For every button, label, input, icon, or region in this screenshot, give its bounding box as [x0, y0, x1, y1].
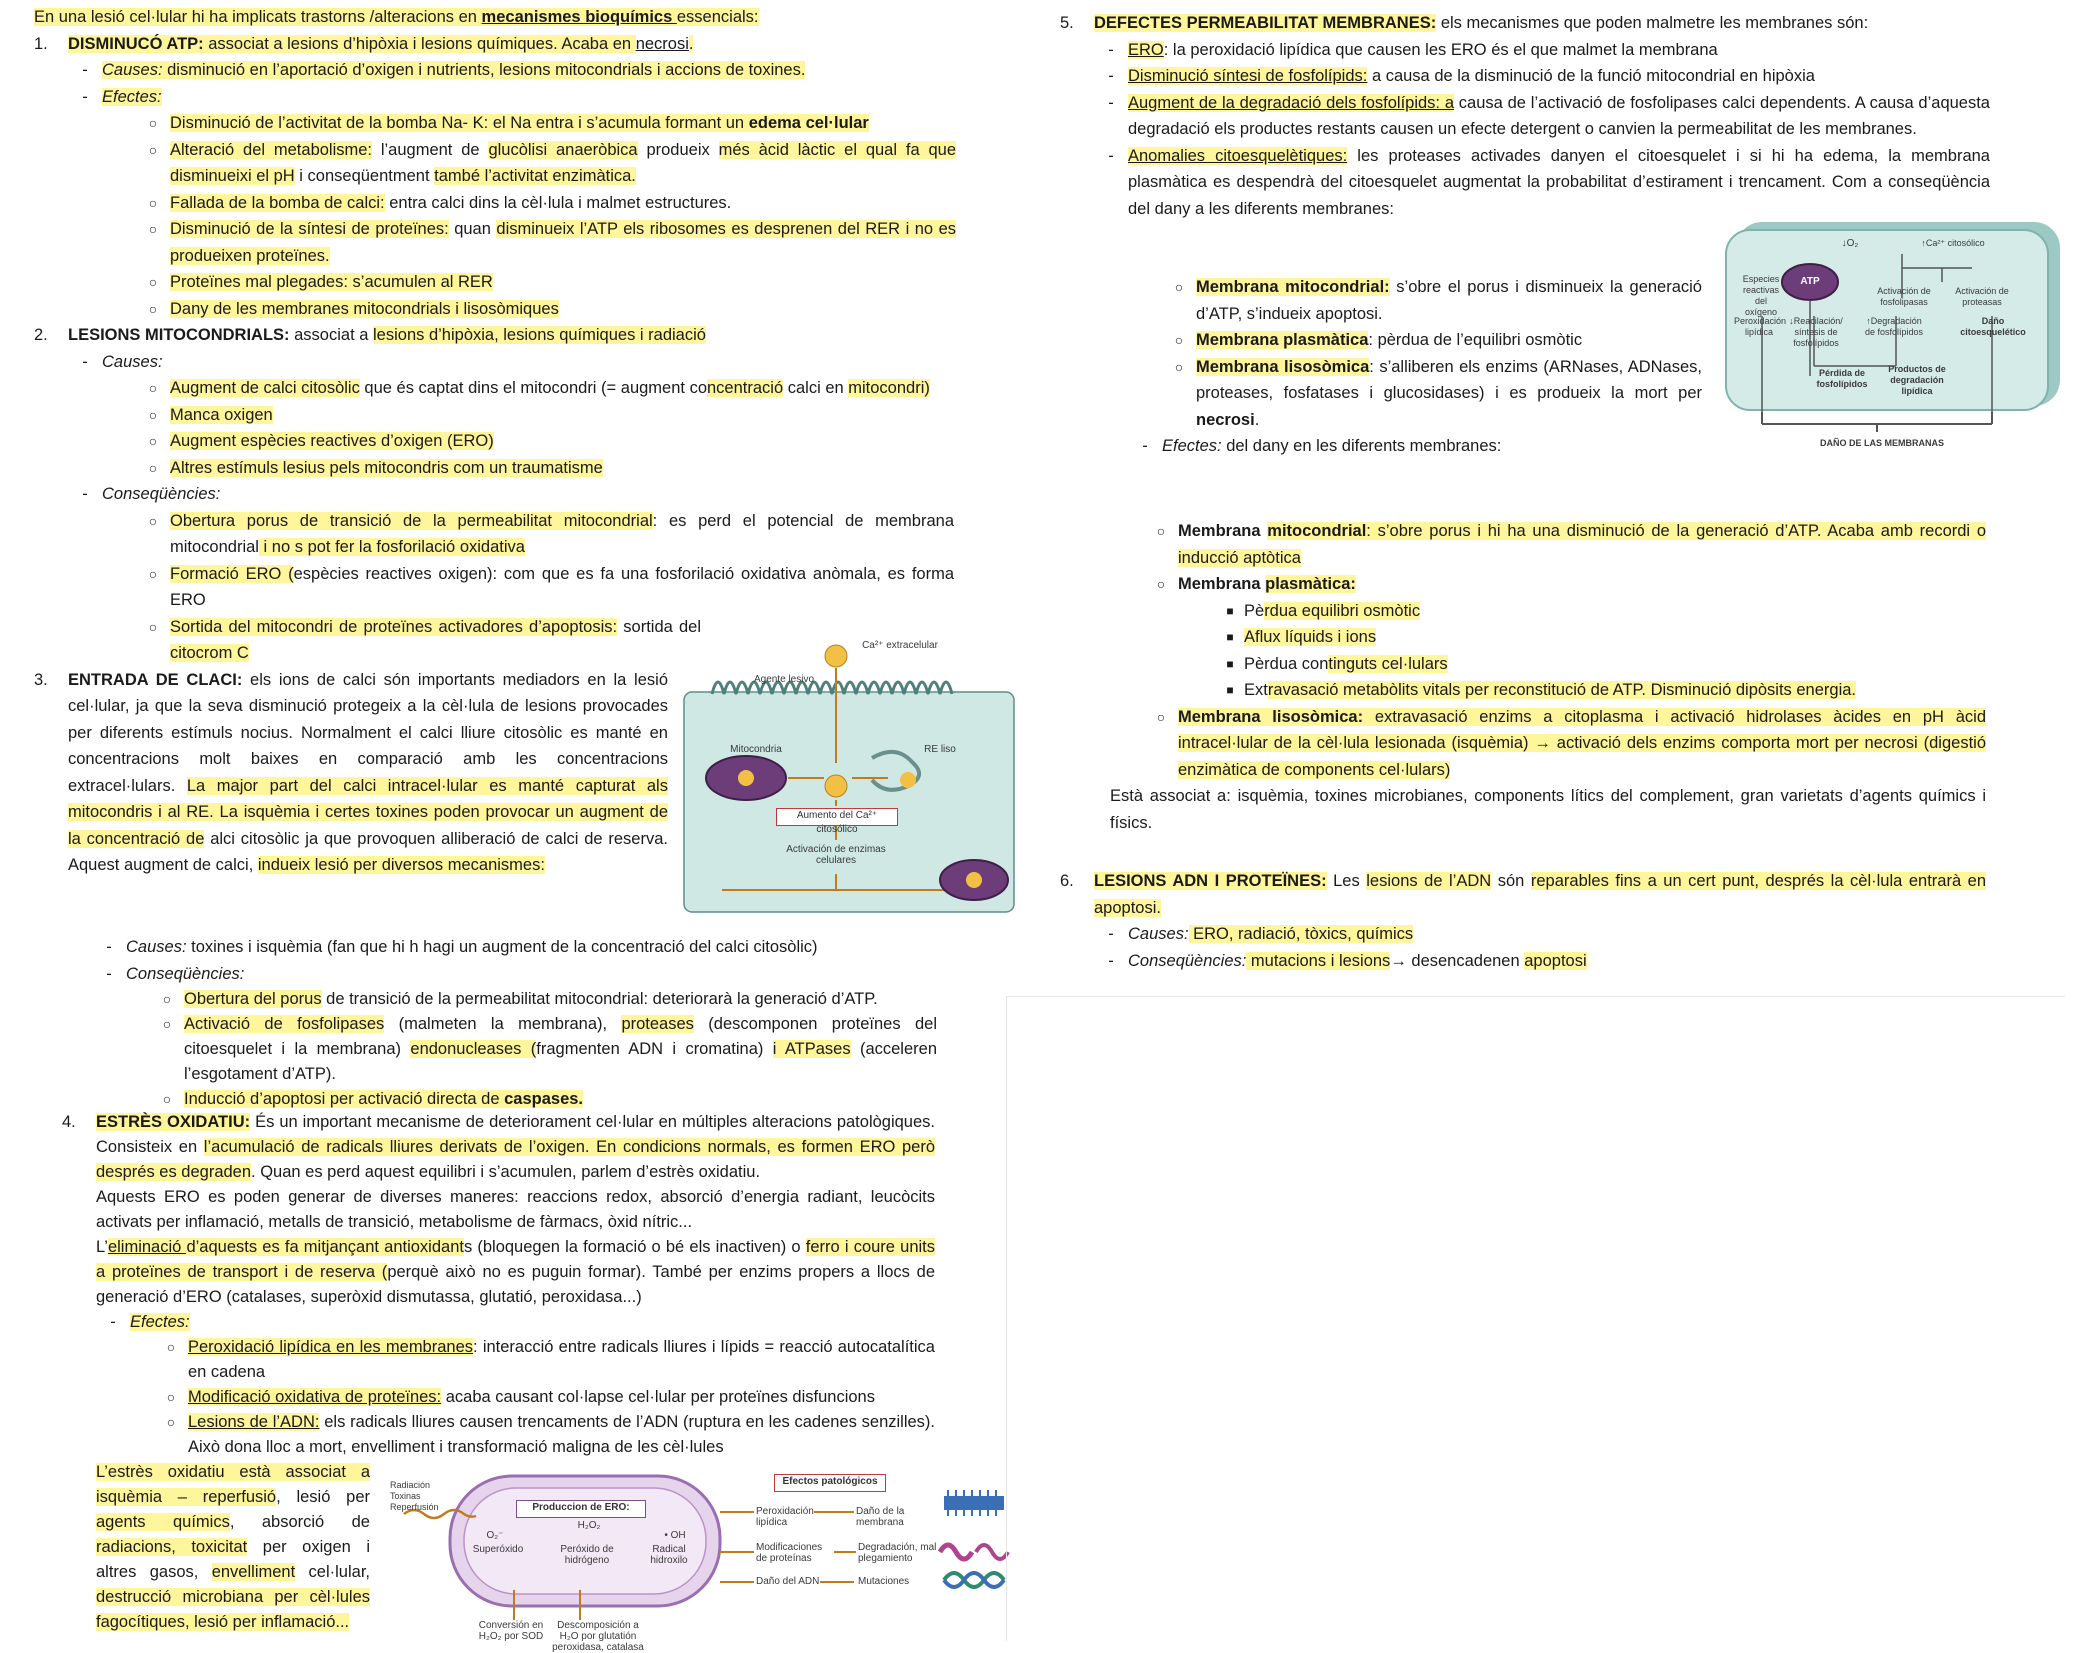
- s3-cons-list: [92, 987, 937, 1112]
- label-o2: ↓O₂: [1841, 238, 1859, 249]
- list-item: ■ Aflux líquids i ions: [1226, 628, 1377, 646]
- calcium-figure: [682, 628, 1016, 898]
- s4-paragraph-3: L’eliminació d’aquests es fa mitjançant antioxidants (bloquegen la formació o bé els inactiven) o ferro i coure units a proteïnes de transport i de reserva (perquè això no es puguin formar). També per enzims propers a llocs de generació d’ERO (catalases, superòxid dismutassa, glutatió, peroxidasa...): [96, 1238, 935, 1306]
- label-radical: Radical hidroxilo: [650, 1544, 688, 1566]
- s2-causes: - Causes:: [82, 352, 163, 371]
- list-item: ○ Membrana plasmàtica:: [1156, 575, 1356, 593]
- label-productos-degradacion: Productos de degradación lipídica: [1888, 364, 1946, 396]
- section-3-heading: 3. ENTRADA DE CLACI: els ions de calci són importants mediadors en la lesió cel·lular, ja que la seva disminució protegeix a la cèl·lula de lesions provocades per diferents estímuls nocius. Normalment el calci lliure citosòlic es manté en concentracions molt baixes en comparació amb les concentracions extracel·lulars. La major part del calci intracel·lular es manté capturat als mitocondris i al RE. La isquèmia i certes toxines poden provocar un augment de la concentració de alci citosòlic ja que provoquen alliberació de calci de reserva. Aquest augment de calci, indueix lesió per diversos mecanismes:: [34, 670, 668, 874]
- label-superoxide-symbol: O₂⁻: [486, 1530, 504, 1541]
- label-degradacion: Degradación, mal plegamiento: [858, 1542, 937, 1564]
- s5-associat: Està associat a: isquèmia, toxines microbianes, components lítics del complement, gran varietats d’agents químics i físics.: [1110, 787, 1986, 832]
- label-dano-membrana: Daño de la membrana: [856, 1506, 905, 1528]
- label-mutaciones: Mutaciones: [858, 1576, 910, 1587]
- label-modif-proteinas: Modificaciones de proteínas: [756, 1542, 823, 1564]
- list-item: ○ Alteració del metabolisme: l’augment de glucòlisi anaeròbica produeix més àcid làctic el qual fa que disminueixi el pH i conseqüentment també l’activitat enzimàtica.: [148, 140, 956, 185]
- list-item: ○ Disminució de l’activitat de la bomba Na- K: el Na entra i s’acumula formant un edema cel·lular: [148, 114, 869, 132]
- label-ca-extracellular: Ca²⁺ extracelular: [862, 640, 938, 651]
- section-4: [62, 1110, 935, 1460]
- list-item: ○ Augment espècies reactives d’oxigen (ERO): [148, 432, 494, 450]
- blank-panel: [1006, 996, 2065, 1641]
- list-item: ○ Fallada de la bomba de calci: entra calci dins la cèl·lula i malmet estructures.: [148, 193, 732, 212]
- label-peroxido: Peróxido de hidrógeno: [560, 1544, 614, 1566]
- list-item: ○ Lesions de l’ADN: els radicals lliures causen trencaments de l’ADN (ruptura en les cadenes senzilles). Això dona lloc a mort, envelliment i transformació maligna de les cèl·lules: [166, 1413, 935, 1456]
- s5-list-d4: [1060, 143, 1990, 223]
- membrane-damage-figure: [1722, 216, 2062, 456]
- list-item: - Anomalies citoesquelètiques: les proteases activades danyen el citoesquelet i si hi ha edema, la membrana plasmàtica es despendrà del citoesquelet augmentat la probabilitat d’estirament i trencament. Com a conseqüència del dany a les diferents membranes:: [1108, 146, 1990, 218]
- label-descomposicion: Descomposición a H₂O por glutatión peroxidasa, catalasa: [552, 1620, 644, 1653]
- label-re-liso: RE liso: [924, 744, 956, 755]
- label-ero-inputs: Radiación Toxinas Reperfusión: [390, 1480, 439, 1512]
- list-item: - Conseqüències: mutacions i lesions→ desencadenen apoptosi: [1108, 951, 1587, 970]
- section-5-heading: 5. DEFECTES PERMEABILITAT MEMBRANES: els mecanismes que poden malmetre les membranes són:: [1060, 14, 1869, 32]
- list-item: - Augment de la degradació dels fosfolípids: a causa de l’activació de fosfolipases calci dependents. A causa d’aquesta degradació els productes restants causen un efecte detergent o canvien la permeabilitat de les membranes.: [1108, 93, 1990, 138]
- label-reacilacion: ↓Reacilación/ síntesis de fosfolípidos: [1789, 316, 1843, 348]
- s4-paragraph-2: Aquests ERO es poden generar de diverses maneres: reaccions redox, absorció d’energia radiant, leucòcits activats per inflamació, metalls de transició, metabolisme de fàrmacs, òxid nítric...: [96, 1188, 935, 1231]
- list-item: ○ Membrana plasmàtica: pèrdua de l’equilibri osmòtic: [1174, 331, 1583, 349]
- list-item: ○ Activació de fosfolipases (malmeten la membrana), proteases (descomponen proteïnes del citoesquelet i la membrana) endonucleases (fragmenten ADN i cromatina) i ATPases (acceleren l’esgotament d’ATP).: [162, 1015, 937, 1083]
- label-dano-membranas: DAÑO DE LAS MEMBRANAS: [1819, 438, 1944, 448]
- list-item: ○ Membrana mitocondrial: s’obre porus i hi ha una disminució de la generació d’ATP. Acaba amb recordi o inducció aptòtica: [1156, 522, 1986, 567]
- s3-consequencies: - Conseqüències:: [106, 964, 245, 983]
- label-dano-citoesqueletico: Daño citoesquelético: [1960, 316, 2026, 337]
- label-act-proteasas: Activación de proteasas: [1955, 286, 2009, 307]
- list-item: ■ Pèrdua continguts cel·lulars: [1226, 654, 1448, 673]
- list-item: - Causes: ERO, radiació, tòxics, químics: [1108, 925, 1414, 943]
- list-item: ○ Obertura del porus de transició de la permeabilitat mitocondrial: deteriorarà la generació d’ATP.: [162, 990, 878, 1008]
- list-item: - Disminució síntesi de fosfolípids: a causa de la disminució de la funció mitocondrial en hipòxia: [1108, 67, 1815, 85]
- list-item: ○ Proteïnes mal plegades: s’acumulen al RER: [148, 273, 493, 291]
- s2-consequencies: - Conseqüències:: [82, 485, 221, 503]
- label-ca-citosolico: ↑Ca²⁺ citosólico: [1921, 238, 1985, 248]
- label-dano-adn: Daño del ADN: [756, 1576, 820, 1587]
- list-item: - ERO: la peroxidació lipídica que causen les ERO és el que malmet la membrana: [1108, 40, 1718, 59]
- list-item: ○ Inducció d’apoptosi per activació directa de caspases.: [162, 1090, 584, 1108]
- label-perox-lipidica: Peroxidación lipídica: [756, 1506, 814, 1528]
- s5-efectes: - Efectes: del dany en les diferents membranes:: [1142, 437, 1502, 455]
- right-column: [1060, 10, 1990, 222]
- label-perox-lipidica-fig: Peroxidación lipídica: [1734, 316, 1787, 337]
- ero-figure: [384, 1470, 1012, 1653]
- list-item: ■ Extravasació metabòlits vitals per reconstitució de ATP. Disminució dipòsits energia.: [1226, 681, 1857, 699]
- section-4-heading: 4. ESTRÈS OXIDATIU: És un important mecanisme de deteriorament cel·lular en múltiples alteracions patològiques. Consisteix en l’acumulació de radicals lliures derivats de l’oxigen. En condicions normals, es formen ERO però després es degraden. Quan es perd aquest equilibri i s’acumulen, parlem d’estrès oxidatiu.: [62, 1113, 936, 1181]
- box-aumento-ca: Aumento del Ca²⁺ citosólico: [776, 808, 898, 826]
- s1-efectes: - Efectes:: [82, 87, 162, 106]
- list-item: ○ Dany de les membranes mitocondrials i lisosòmiques: [148, 299, 559, 318]
- section-1-heading: 1. DISMINUCÓ ATP: associat a lesions d’hipòxia i lesions químiques. Acaba en necrosi.: [34, 34, 694, 53]
- list-item: ○ Modificació oxidativa de proteïnes: acaba causant col·lapse cel·lular per proteïnes disfuncions: [166, 1388, 875, 1406]
- list-item: ○ Membrana lisosòmica: s’alliberen els enzims (ARNases, ADNases, proteases, fosfatases i glucosidases) i es produeix la mort per necrosi.: [1174, 357, 1702, 429]
- list-item: ○ Manca oxigen: [148, 405, 273, 424]
- s1-causes: - Causes: disminució en l’aportació d’oxigen i nutrients, lesions mitocondrials i accions de toxines.: [82, 61, 806, 79]
- box-produccion-ero: Produccion de ERO:: [516, 1500, 646, 1518]
- s4-efectes: - Efectes:: [110, 1313, 190, 1331]
- s6-list: [1060, 921, 1986, 974]
- label-especies-reactivas: Especies reactivas del oxígeno: [1742, 274, 1780, 317]
- list-item: ○ Membrana lisosòmica: extravasació enzims a citoplasma i activació hidrolases àcides en pH àcid intracel·lular de la cèl·lula lesionada (isquèmia) → activació dels enzims comporta mort per necrosi (digestió enzimàtica de components cel·lulars): [1156, 707, 1987, 779]
- label-mitocondria: Mitocondria: [730, 744, 782, 755]
- label-act-fosfolipasas: Activación de fosfolipasas: [1877, 286, 1931, 307]
- s2-causes-list: [34, 375, 954, 481]
- list-item: ○ Disminució de la síntesi de proteïnes: quan disminueix l’ATP els ribosomes es desprenen del RER i no es produeixen proteïnes.: [148, 220, 956, 265]
- s5-plasm-sublist: [1144, 598, 1986, 704]
- list-item: ○ Peroxidació lipídica en les membranes: interacció entre radicals lliures i lípids = reacció autocatalítica en cadena: [166, 1338, 935, 1381]
- box-efectos-patologicos: Efectos patológicos: [774, 1474, 886, 1492]
- list-item: ○ Altres estímuls lesius pels mitocondris com un traumatisme: [148, 458, 603, 477]
- list-item: ○ Formació ERO (espècies reactives oxigen): com que es fa una fosforilació oxidativa anòmala, es forma ERO: [148, 564, 954, 609]
- list-item: ○ Augment de calci citosòlic que és captat dins el mitocondri (= augment concentració calci en mitocondri): [148, 379, 930, 397]
- s4-closing-paragraph: L’estrès oxidatiu està associat a isquèmia – reperfusió, lesió per agents químics, absorció de radiacions, toxicitat per oxigen i altres gasos, envelliment cel·lular, destrucció microbiana per cèl·lules fagocítiques, lesió per inflamació...: [96, 1463, 370, 1631]
- label-perdida-fosfolipidos: Pérdida de fosfolípidos: [1816, 368, 1868, 389]
- label-conversion: Conversión en H₂O₂ por SOD: [478, 1620, 544, 1642]
- s4-efectes-list: [62, 1335, 935, 1460]
- s2-cons-list: [34, 508, 954, 614]
- label-degradacion-fosf: ↑Degradación de fosfolípidos: [1864, 316, 1924, 337]
- label-atp: ATP: [1800, 276, 1820, 287]
- label-hydroxyl-symbol: • OH: [664, 1530, 686, 1541]
- s3-causes: - Causes: toxines i isquèmia (fan que hi h hagi un augment de la concentració del calci citosòlic): [106, 938, 818, 956]
- label-h2o2: H₂O₂: [577, 1520, 601, 1531]
- s2-cons-list-b: [34, 614, 701, 667]
- list-item: ■ Pèrdua equilibri osmòtic: [1226, 601, 1421, 620]
- right-column-narrow: [1128, 274, 1702, 460]
- label-activacion-enzimas: Activación de enzimas celulares: [786, 844, 886, 866]
- label-agente-lesivo: Agente lesivo: [753, 674, 815, 685]
- left-column-lower: [92, 934, 937, 1112]
- list-item: ○ Sortida del mitocondri de proteïnes activadores d’apoptosis: sortida del citocrom C: [148, 617, 702, 662]
- list-item: ○ Obertura porus de transició de la permeabilitat mitocondrial: es perd el potencial de membrana mitocondrial i no s pot fer la fosforilació oxidativa: [148, 511, 954, 556]
- list-item: ○ Membrana mitocondrial: s’obre el porus i disminueix la generació d’ATP, s’indueix apoptosi.: [1174, 278, 1702, 323]
- section-2-heading: 2. LESIONS MITOCONDRIALS: associat a lesions d’hipòxia, lesions químiques i radiació: [34, 326, 706, 344]
- s1-efectes-list: [34, 110, 956, 322]
- section-6-heading: 6. LESIONS ADN I PROTEÏNES: Les lesions de l’ADN són reparables fins a un cert punt, després la cèl·lula entrarà en apoptosi.: [1060, 872, 1987, 917]
- label-superoxido: Superóxido: [472, 1544, 524, 1555]
- right-column-effects: [1110, 518, 1987, 836]
- intro-line: En una lesió cel·lular hi ha implicats trastorns /alteracions en mecanismes bioquímics essencials:: [34, 8, 759, 26]
- s5-membrane-list: [1128, 274, 1702, 433]
- section-6: [1060, 868, 1986, 974]
- s5-list-wide: [1060, 37, 1990, 143]
